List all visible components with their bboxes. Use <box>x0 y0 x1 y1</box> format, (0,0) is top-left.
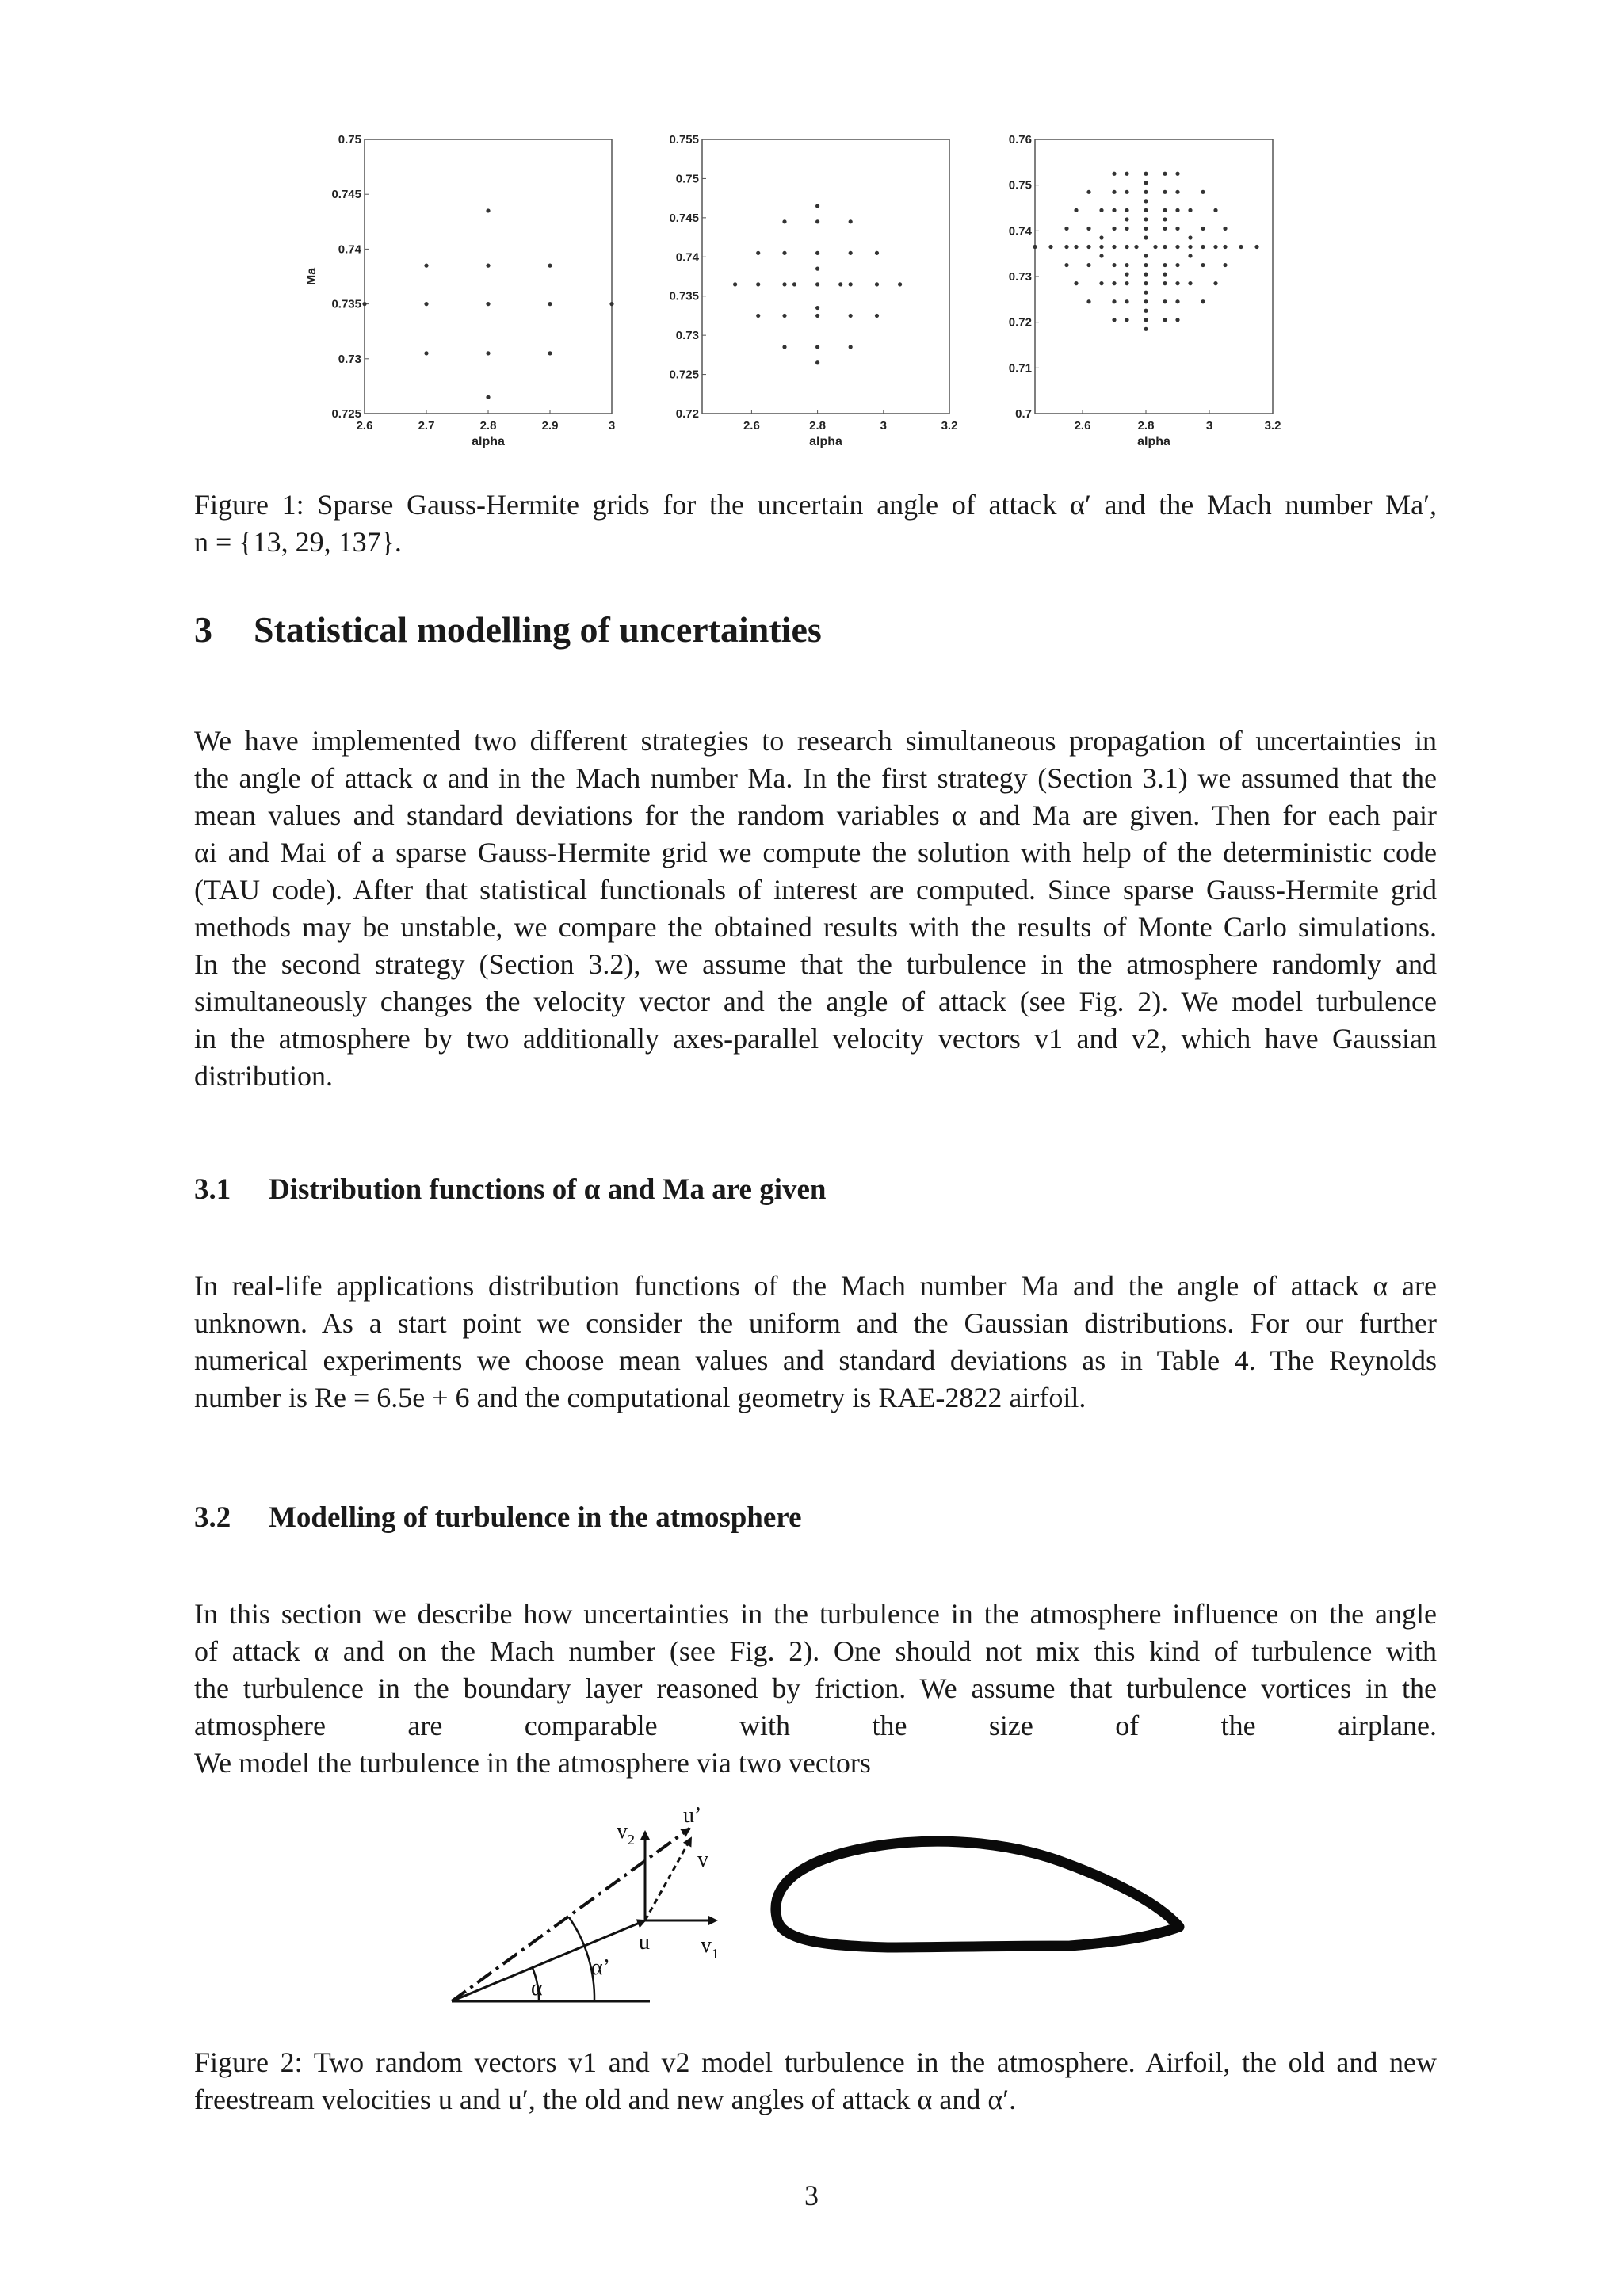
data-point <box>782 314 786 318</box>
y-tick-label: 0.75 <box>1008 178 1032 193</box>
data-point <box>792 282 796 286</box>
data-point <box>1112 318 1116 322</box>
data-point <box>1099 208 1103 212</box>
y-tick-label: 0.755 <box>669 133 699 147</box>
data-point <box>1175 281 1179 285</box>
paragraph-line: We model the turbulence in the atmosphere via two vectors <box>194 1747 871 1779</box>
x-tick-label: 2.6 <box>356 419 373 433</box>
data-point <box>1144 263 1148 267</box>
y-tick-label: 0.745 <box>669 211 699 225</box>
section-3-heading <box>194 608 822 650</box>
paragraph-line: αi and Mai of a sparse Gauss-Hermite grid we compute the solution with help of the deterministic code <box>194 837 1437 868</box>
y-tick-label: 0.73 <box>675 329 699 343</box>
data-point <box>1144 327 1148 331</box>
data-point <box>1201 299 1205 303</box>
chart-panel-1 <box>305 127 634 463</box>
y-axis-label: Ma <box>305 267 319 286</box>
data-point <box>1144 299 1148 303</box>
data-point <box>733 282 737 286</box>
x-tick-label: 3 <box>608 419 616 433</box>
data-point <box>815 219 819 223</box>
data-point <box>1125 318 1128 322</box>
label-alpha-prime: α’ <box>591 1955 610 1980</box>
data-point <box>815 314 819 318</box>
x-tick-label: 3 <box>1205 419 1213 433</box>
data-point <box>1144 181 1148 185</box>
data-point <box>1064 227 1068 231</box>
data-point <box>1163 299 1167 303</box>
data-point <box>1239 245 1243 249</box>
y-tick-label: 0.745 <box>331 188 361 202</box>
data-point <box>1144 281 1148 285</box>
data-point <box>1223 227 1227 231</box>
y-tick-label: 0.735 <box>331 297 361 311</box>
paragraph-line: of attack α and on the Mach number (see Fig. 2). One should not mix this kind of turbulence with <box>194 1635 1437 1667</box>
data-point <box>1153 245 1157 249</box>
label-alpha: α <box>531 1976 543 2000</box>
data-point <box>1144 254 1148 257</box>
data-point <box>548 302 552 306</box>
data-point <box>1163 172 1167 176</box>
data-point <box>849 282 853 286</box>
data-point <box>875 251 879 255</box>
data-point <box>548 264 552 268</box>
data-point <box>1112 190 1116 194</box>
data-point <box>1163 263 1167 267</box>
data-point <box>1254 245 1258 249</box>
data-point <box>1163 245 1167 249</box>
data-point <box>1125 263 1128 267</box>
plot-frame <box>365 139 612 414</box>
y-tick-label: 0.72 <box>1008 315 1032 330</box>
data-point <box>1188 281 1192 285</box>
scatter-plot-n137 <box>983 127 1316 460</box>
data-point <box>1163 281 1167 285</box>
data-point <box>1201 190 1205 194</box>
paragraph-line: In real-life applications distribution functions of the Mach number Ma and the angle of attack α are <box>194 1270 1437 1302</box>
data-point <box>1144 235 1148 239</box>
data-point <box>1188 208 1192 212</box>
y-tick-label: 0.725 <box>331 407 361 421</box>
data-point <box>1163 273 1167 277</box>
data-point <box>1144 199 1148 203</box>
data-point <box>782 282 786 286</box>
section-3-paragraph <box>194 723 1437 1095</box>
label-u-prime: u’ <box>683 1806 702 1828</box>
data-point <box>1086 227 1090 231</box>
paragraph-line: distribution. <box>194 1060 334 1092</box>
data-point <box>1144 309 1148 313</box>
data-point <box>1086 263 1090 267</box>
y-tick-label: 0.76 <box>1008 133 1032 147</box>
paragraph-line: mean values and standard deviations for the random variables α and Ma are given. Then for each pair <box>194 799 1437 831</box>
data-point <box>362 302 366 306</box>
data-point <box>1163 217 1167 221</box>
paragraph-line: We have implemented two different strategies to research simultaneous propagation of uncertainties in <box>194 725 1437 757</box>
data-point <box>1223 263 1227 267</box>
data-point <box>756 251 760 255</box>
data-point <box>1125 217 1128 221</box>
data-point <box>1163 208 1167 212</box>
section-3-1-paragraph <box>194 1268 1437 1417</box>
section-3-2-paragraph <box>194 1596 1437 1782</box>
data-point <box>1086 299 1090 303</box>
x-tick-label: 2.6 <box>743 419 760 433</box>
data-point <box>815 282 819 286</box>
data-point <box>1201 263 1205 267</box>
x-axis-label: alpha <box>1137 435 1170 448</box>
caption-line: freestream velocities u and u′, the old and new angles of attack α and α′. <box>194 2084 1017 2115</box>
data-point <box>1144 273 1148 277</box>
paragraph-line: numerical experiments we choose mean values and standard deviations as in Table 4. The Reynolds <box>194 1344 1437 1376</box>
y-tick-label: 0.74 <box>1008 224 1032 238</box>
y-tick-label: 0.7 <box>1015 407 1032 421</box>
data-point <box>1201 245 1205 249</box>
caption-line: n = {13, 29, 137}. <box>194 526 402 558</box>
y-tick-label: 0.72 <box>675 407 699 421</box>
data-point <box>1125 245 1128 249</box>
x-tick-label: 3.2 <box>941 419 958 433</box>
paragraph-line: number is Re = 6.5e + 6 and the computational geometry is RAE-2822 airfoil. <box>194 1382 1086 1413</box>
data-point <box>1144 217 1148 221</box>
data-point <box>1064 245 1068 249</box>
data-point <box>1033 245 1037 249</box>
data-point <box>486 302 490 306</box>
data-point <box>486 395 490 399</box>
x-tick-label: 2.9 <box>541 419 559 433</box>
paragraph-line: atmosphere are comparable with the size of the airplane. <box>194 1710 1437 1741</box>
data-point <box>815 204 819 208</box>
data-point <box>1144 190 1148 194</box>
data-point <box>782 345 786 349</box>
y-tick-label: 0.725 <box>669 368 699 382</box>
y-tick-label: 0.74 <box>675 250 699 265</box>
data-point <box>1112 245 1116 249</box>
data-point <box>1125 190 1128 194</box>
data-point <box>1144 291 1148 295</box>
section-number: 3.1 <box>194 1173 231 1206</box>
data-point <box>1112 299 1116 303</box>
y-tick-label: 0.75 <box>338 133 361 147</box>
data-point <box>1086 190 1090 194</box>
data-point <box>1074 208 1078 212</box>
data-point <box>815 360 819 364</box>
data-point <box>1163 190 1167 194</box>
data-point <box>1201 227 1205 231</box>
data-point <box>1099 254 1103 257</box>
data-point <box>875 282 879 286</box>
data-point <box>424 264 428 268</box>
data-point <box>1144 227 1148 231</box>
y-tick-label: 0.73 <box>1008 270 1032 284</box>
data-point <box>1175 299 1179 303</box>
paragraph-line: the turbulence in the boundary layer reasoned by friction. We assume that turbulence vortices in the <box>194 1672 1437 1704</box>
data-point <box>1175 227 1179 231</box>
scatter-plot-n13 <box>305 127 634 460</box>
data-point <box>1112 208 1116 212</box>
plot-frame <box>702 139 949 414</box>
y-tick-label: 0.73 <box>338 352 361 366</box>
data-point <box>1213 208 1217 212</box>
y-tick-label: 0.71 <box>1008 361 1032 376</box>
data-point <box>849 251 853 255</box>
y-tick-label: 0.74 <box>338 242 361 257</box>
section-3-2-heading <box>194 1501 802 1535</box>
data-point <box>1223 245 1227 249</box>
scatter-plot-n29 <box>650 127 967 460</box>
section-title: Statistical modelling of uncertainties <box>254 609 822 650</box>
x-tick-label: 2.7 <box>418 419 435 433</box>
paragraph-line: In this section we describe how uncertainties in the turbulence in the atmosphere influence on the angle <box>194 1598 1437 1630</box>
y-tick-label: 0.75 <box>675 172 699 186</box>
paragraph-line: in the atmosphere by two additionally axes-parallel velocity vectors v1 and v2, which have Gaussian <box>194 1023 1437 1055</box>
data-point <box>875 314 879 318</box>
data-point <box>548 351 552 355</box>
data-point <box>424 351 428 355</box>
data-point <box>1099 235 1103 239</box>
data-point <box>424 302 428 306</box>
data-point <box>1099 281 1103 285</box>
data-point <box>1112 227 1116 231</box>
data-point <box>1125 281 1128 285</box>
paragraph-line: methods may be unstable, we compare the obtained results with the results of Monte Carlo simulations. <box>194 911 1437 943</box>
data-point <box>1144 172 1148 176</box>
paragraph-line: simultaneously changes the velocity vector and the angle of attack (see Fig. 2). We model turbulence <box>194 986 1437 1017</box>
data-point <box>1163 318 1167 322</box>
data-point <box>1074 245 1078 249</box>
label-v2: $v_2$ <box>617 1819 635 1848</box>
x-tick-label: 2.8 <box>809 419 827 433</box>
x-tick-label: 3.2 <box>1264 419 1281 433</box>
v-vector <box>645 1838 691 1920</box>
figure-1-charts <box>305 127 1316 460</box>
data-point <box>1074 281 1078 285</box>
x-tick-label: 2.6 <box>1074 419 1091 433</box>
data-point <box>756 282 760 286</box>
data-point <box>1144 208 1148 212</box>
vector-airfoil-diagram <box>444 1806 1189 2012</box>
section-title: Modelling of turbulence in the atmosphere <box>269 1501 802 1534</box>
data-point <box>1125 208 1128 212</box>
data-point <box>756 314 760 318</box>
data-point <box>782 251 786 255</box>
section-number: 3 <box>194 609 212 650</box>
plot-frame <box>1035 139 1273 414</box>
paragraph-line: In the second strategy (Section 3.2), we assume that the turbulence in the atmosphere randomly and <box>194 948 1437 980</box>
page-number: 3 <box>804 2180 819 2211</box>
x-axis-label: alpha <box>809 435 842 448</box>
data-point <box>1175 318 1179 322</box>
paragraph-line: unknown. As a start point we consider the uniform and the Gaussian distributions. For our further <box>194 1307 1437 1339</box>
data-point <box>1112 172 1116 176</box>
data-point <box>1125 227 1128 231</box>
chart-panel-2 <box>650 127 967 463</box>
data-point <box>1163 227 1167 231</box>
x-tick-label: 3 <box>880 419 887 433</box>
data-point <box>1175 190 1179 194</box>
data-point <box>1188 254 1192 257</box>
data-point <box>815 251 819 255</box>
data-point <box>815 267 819 271</box>
data-point <box>1213 245 1217 249</box>
data-point <box>1125 299 1128 303</box>
data-point <box>1125 273 1128 277</box>
label-u: u <box>639 1930 650 1955</box>
x-axis-label: alpha <box>472 435 505 448</box>
x-tick-label: 2.8 <box>1137 419 1155 433</box>
data-point <box>1112 263 1116 267</box>
x-tick-label: 2.8 <box>479 419 497 433</box>
data-point <box>815 306 819 310</box>
data-point <box>849 314 853 318</box>
figure-2-diagram <box>444 1806 1189 2012</box>
data-point <box>849 345 853 349</box>
caption-line: Figure 1: Sparse Gauss-Hermite grids for the uncertain angle of attack α′ and the Mach number Ma′, <box>194 489 1437 521</box>
data-point <box>1213 281 1217 285</box>
label-v: v <box>697 1848 708 1872</box>
data-point <box>1125 172 1128 176</box>
data-point <box>1048 245 1052 249</box>
data-point <box>1175 245 1179 249</box>
data-point <box>609 302 613 306</box>
data-point <box>1188 235 1192 239</box>
data-point <box>1086 245 1090 249</box>
label-v1: $v_1$ <box>701 1933 719 1962</box>
data-point <box>486 351 490 355</box>
data-point <box>1099 245 1103 249</box>
data-point <box>1144 318 1148 322</box>
chart-panel-3 <box>983 127 1316 463</box>
caption-line: Figure 2: Two random vectors v1 and v2 model turbulence in the atmosphere. Airfoil, the old and new <box>194 2046 1437 2078</box>
figure-2-caption <box>194 2044 1437 2119</box>
figure-1-caption <box>194 486 1437 561</box>
section-number: 3.2 <box>194 1501 231 1534</box>
data-point <box>849 219 853 223</box>
data-point <box>1175 172 1179 176</box>
data-point <box>1064 263 1068 267</box>
data-point <box>486 264 490 268</box>
paragraph-line: the angle of attack α and in the Mach number Ma. In the first strategy (Section 3.1) we assumed that the <box>194 762 1437 794</box>
section-title: Distribution functions of α and Ma are given <box>269 1173 827 1206</box>
paragraph-line: (TAU code). After that statistical functionals of interest are computed. Since sparse Gauss-Hermite grid <box>194 874 1437 906</box>
data-point <box>1112 281 1116 285</box>
airfoil-shape <box>776 1841 1179 1947</box>
section-3-1-heading <box>194 1173 827 1207</box>
data-point <box>486 208 490 212</box>
data-point <box>1188 245 1192 249</box>
data-point <box>838 282 842 286</box>
data-point <box>782 219 786 223</box>
data-point <box>1134 245 1138 249</box>
data-point <box>1175 208 1179 212</box>
y-tick-label: 0.735 <box>669 289 699 303</box>
data-point <box>815 345 819 349</box>
u-prime-vector <box>452 1829 689 2001</box>
data-point <box>898 282 902 286</box>
data-point <box>1175 263 1179 267</box>
